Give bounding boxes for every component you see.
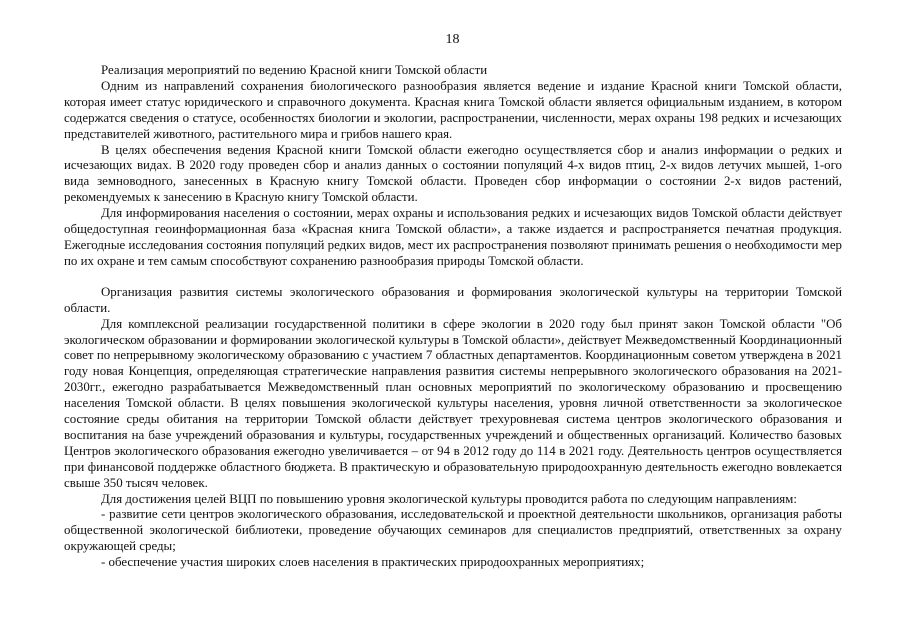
paragraph: В целях обеспечения ведения Красной книги Томской области ежегодно осуществляется сбор и анализ информации о редких и исчезающих видах. В 2020 году проведен сбор и анализ данных о состоянии популяций 4-х видов птиц, 2-х видов летучих мышей, 1-ого вида земноводного, занесенных в Красную книгу Томской области. Проведен сбор информации о состоянии 2-х видов растений, рекомендуемых к занесению в Красную книгу Томской области. xyxy=(64,142,842,205)
list-item: - развитие сети центров экологического образования, исследовательской и проектной деятельности школьников, организация работы общественной экологической библиотеки, проведение обучающих семинаров для специалистов предприятий, ответственных за охрану окружающей среды; xyxy=(64,507,842,554)
section-heading-red-book: Реализация мероприятий по ведению Красной книги Томской области xyxy=(101,63,488,77)
paragraph: Для достижения целей ВЦП по повышению уровня экологической культуры проводится работа по следующим направлениям: xyxy=(101,491,797,506)
document-body xyxy=(64,63,842,571)
page-number: 18 xyxy=(445,32,460,47)
paragraph: Для информирования населения о состоянии, мерах охраны и использования редких и исчезающих видов Томской области действует общедоступная геоинформационная база «Красная книга Томской области», а также издается и распространяется печатная продукция. Ежегодные исследования состояния популяций редких видов, мест их распространения позволяют принимать решения о необходимости мер по их охране и тем самым способствуют сохранению разнообразия природы Томской области. xyxy=(64,206,842,268)
section-heading-eco-education: Организация развития системы экологического образования и формирования экологической культуры на территории Томской области. xyxy=(64,284,842,315)
list-item: - обеспечение участия широких слоев населения в практических природоохранных мероприятиях; xyxy=(101,555,645,570)
paragraph: Для комплексной реализации государственной политики в сфере экологии в 2020 году был принят закон Томской области "Об экологическом образовании и формировании экологической культуры в Томской области», действует Межведомственный Координационный совет по непрерывному экологическому образованию с участием 7 областных департаментов. Координационным советом утверждена в 2021 году новая Концепция, определяющая стратегические направления развития системы непрерывного экологического образования на 2021-2030гг., ежегодно разрабатывается Межведомственный план основных мероприятий по экологическому образованию и просвещению населения Томской области. В целях повышения экологической культуры населения, уровня личной ответственности за экологическое состояние среды обитания на территории Томской области действует трехуровневая система центров экологического образования и воспитания на базе учреждений образования и культуры, государственных учреждений и общественных организаций. Количество базовых Центров экологического образования ежегодно увеличивается – от 94 в 2012 году до 114 в 2021 году. Деятельность центров осуществляется при финансовой поддержке областного бюджета. В практическую и образовательную природоохранную деятельность ежегодно вовлекается свыше 350 тысяч человек. xyxy=(64,316,842,490)
paragraph: Одним из направлений сохранения биологического разнообразия является ведение и издание Красной книги Томской области, которая имеет статус юридического и справочного документа. Красная книга Томской области является официальным изданием, в котором содержатся сведения о статусе, особенностях биологии и экологии, распространении, численности, мерах охраны 198 редких и исчезающих представителей животного, растительного мира и грибов нашего края. xyxy=(64,78,842,141)
section-spacer xyxy=(64,270,842,285)
